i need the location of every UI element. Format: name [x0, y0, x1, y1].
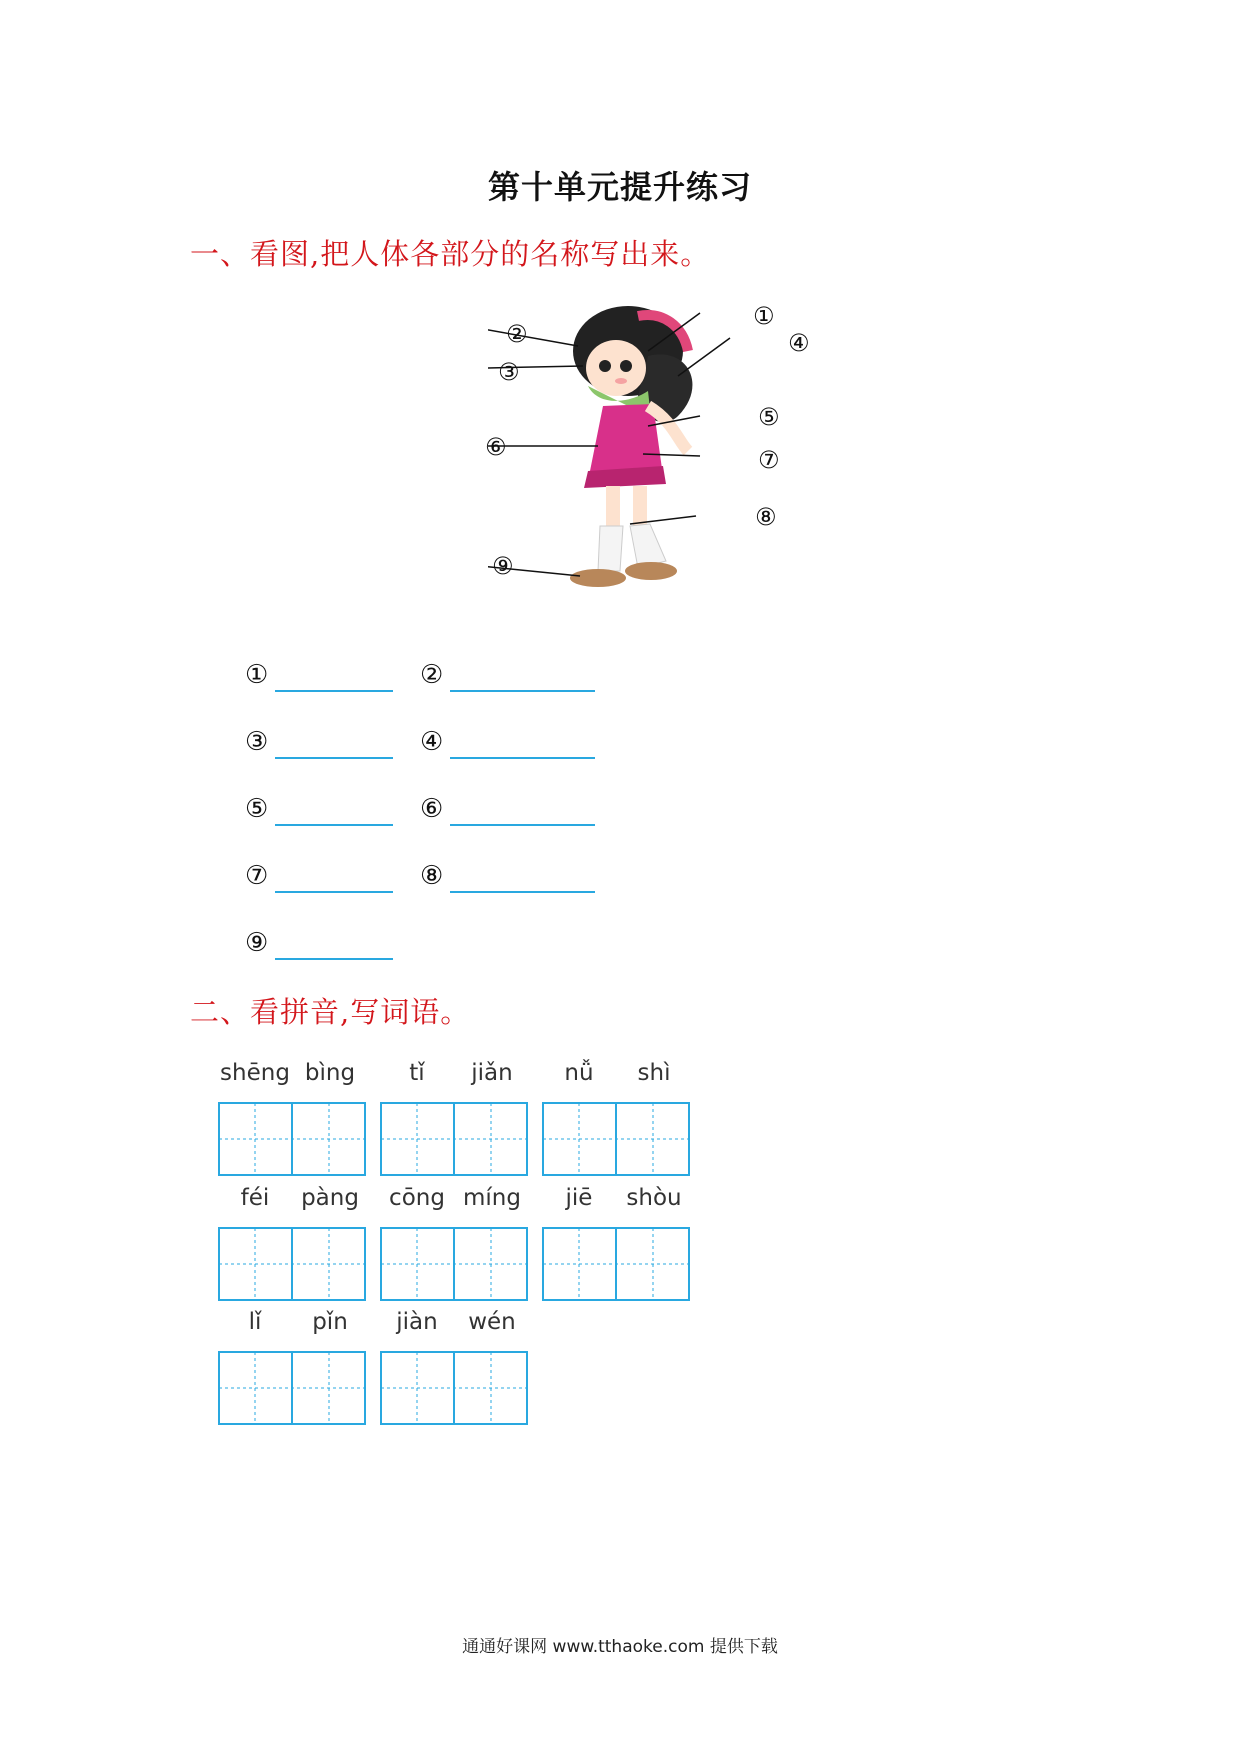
callout-label-5: ⑤ — [758, 403, 780, 431]
pinyin-word-2 — [380, 1060, 530, 1180]
writing-grid[interactable] — [542, 1102, 690, 1176]
answer-item-6 — [420, 794, 443, 824]
answer-number: ⑧ — [420, 861, 444, 891]
pinyin-syllable: jiē — [565, 1185, 593, 1211]
section-1-heading: 一、看图,把人体各部分的名称写出来。 — [190, 237, 711, 271]
pinyin-word-8 — [380, 1309, 530, 1429]
answer-number: ② — [420, 660, 444, 690]
pinyin-syllable: cōng — [389, 1185, 445, 1211]
callout-label-1: ① — [753, 302, 775, 330]
answer-item-8 — [420, 861, 443, 891]
pinyin-syllable: míng — [463, 1185, 521, 1211]
writing-grid[interactable] — [218, 1351, 366, 1425]
writing-grid[interactable] — [380, 1102, 528, 1176]
pinyin-syllable: lǐ — [248, 1309, 262, 1335]
pinyin-word-7 — [218, 1309, 368, 1429]
answer-item-9 — [245, 928, 268, 958]
answer-item-4 — [420, 727, 443, 757]
pinyin-syllable: pàng — [301, 1185, 359, 1211]
writing-grid[interactable] — [218, 1102, 366, 1176]
section-2-heading: 二、看拼音,写词语。 — [190, 995, 471, 1029]
answer-number: ⑨ — [245, 928, 269, 958]
writing-grid[interactable] — [380, 1351, 528, 1425]
pinyin-syllable: bìng — [304, 1060, 356, 1086]
writing-grid[interactable] — [542, 1227, 690, 1301]
answer-number: ① — [245, 660, 269, 690]
callout-label-9: ⑨ — [492, 552, 514, 580]
callout-label-3: ③ — [498, 358, 520, 386]
writing-grid[interactable] — [380, 1227, 528, 1301]
answer-blank-6[interactable] — [450, 824, 595, 826]
pinyin-word-3 — [542, 1060, 692, 1180]
answer-number: ④ — [420, 727, 444, 757]
face — [586, 340, 646, 396]
pinyin-word-5 — [380, 1185, 530, 1305]
pinyin-syllable: nǚ — [564, 1060, 594, 1086]
answer-number: ⑥ — [420, 794, 444, 824]
pinyin-word-1 — [218, 1060, 368, 1180]
pinyin-syllable: shòu — [626, 1185, 682, 1211]
page-title: 第十单元提升练习 — [487, 168, 752, 206]
pinyin-syllable: shì — [637, 1060, 671, 1086]
answer-blank-3[interactable] — [275, 757, 393, 759]
pinyin-syllable: wén — [468, 1309, 516, 1335]
pinyin-syllable: jiǎn — [471, 1060, 513, 1086]
footer-text: 通通好课网 www.tthaoke.com 提供下载 — [462, 1637, 778, 1657]
callout-label-6: ⑥ — [485, 433, 507, 461]
answer-blank-2[interactable] — [450, 690, 595, 692]
answer-blank-1[interactable] — [275, 690, 393, 692]
writing-grid[interactable] — [218, 1227, 366, 1301]
answer-number: ③ — [245, 727, 269, 757]
answer-number: ⑤ — [245, 794, 269, 824]
pinyin-syllable: jiàn — [396, 1309, 438, 1335]
answer-blank-8[interactable] — [450, 891, 595, 893]
answer-blank-9[interactable] — [275, 958, 393, 960]
pinyin-syllable: féi — [240, 1185, 270, 1211]
pinyin-word-4 — [218, 1185, 368, 1305]
answer-item-5 — [245, 794, 268, 824]
pinyin-syllable: pǐn — [312, 1309, 348, 1335]
pinyin-syllable: shēng — [220, 1060, 290, 1086]
callout-label-8: ⑧ — [755, 503, 777, 531]
answer-item-3 — [245, 727, 268, 757]
answer-blank-5[interactable] — [275, 824, 393, 826]
shoe — [570, 569, 626, 587]
answer-number: ⑦ — [245, 861, 269, 891]
answer-item-1 — [245, 660, 268, 690]
answer-item-7 — [245, 861, 268, 891]
callout-label-2: ② — [506, 320, 528, 348]
pinyin-syllable: tǐ — [409, 1060, 425, 1086]
pinyin-word-6 — [542, 1185, 692, 1305]
callout-label-7: ⑦ — [758, 446, 780, 474]
answer-blank-7[interactable] — [275, 891, 393, 893]
answer-blank-4[interactable] — [450, 757, 595, 759]
answer-item-2 — [420, 660, 443, 690]
callout-label-4: ④ — [788, 329, 810, 357]
